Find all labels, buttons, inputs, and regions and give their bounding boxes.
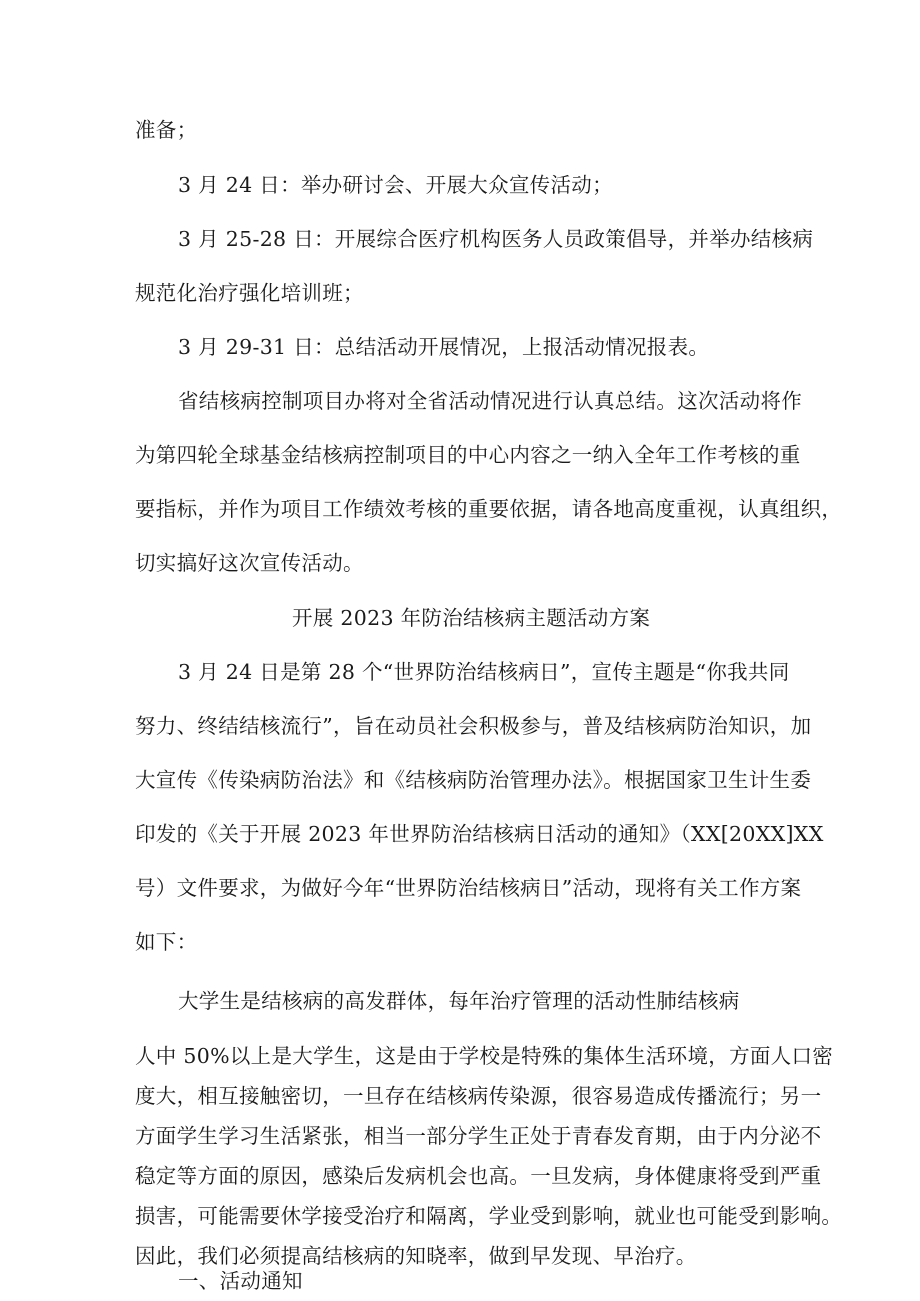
text-line: 要指标，并作为项目工作绩效考核的重要依据，请各地高度重视，认真组织，	[135, 497, 843, 521]
text-line: 人中 50%以上是大学生，这是由于学校是特殊的集体生活环境，方面人口密	[135, 1044, 834, 1068]
text-line: 大学生是结核病的高发群体，每年治疗管理的活动性肺结核病	[178, 989, 740, 1013]
text-line: 度大，相互接触密切，一旦存在结核病传染源，很容易造成传播流行；另一	[135, 1084, 822, 1108]
text-line: 因此，我们必须提高结核病的知晓率，做到早发现、早治疗。	[135, 1244, 697, 1268]
text-line: 方面学生学习生活紧张，相当一部分学生正处于青春发育期，由于内分泌不	[135, 1124, 822, 1148]
text-line: 大宣传《传染病防治法》和《结核病防治管理办法》。根据国家卫生计生委	[135, 768, 812, 792]
text-line: 如下：	[135, 930, 198, 954]
text-line: 3 月 25-28 日：开展综合医疗机构医务人员政策倡导，并举办结核病	[178, 227, 814, 251]
text-line: 切实搞好这次宣传活动。	[135, 551, 364, 575]
text-line: 损害，可能需要休学接受治疗和隔离，学业受到影响，就业也可能受到影响。	[135, 1204, 843, 1228]
text-line: 省结核病控制项目办将对全省活动情况进行认真总结。这次活动将作	[178, 389, 802, 413]
text-line: 3 月 24 日是第 28 个“世界防治结核病日”，宣传主题是“你我共同	[178, 660, 790, 684]
text-line: 号）文件要求，为做好今年“世界防治结核病日”活动，现将有关工作方案	[135, 876, 802, 900]
text-line: 规范化治疗强化培训班；	[135, 281, 364, 305]
text-line: 3 月 29-31 日：总结活动开展情况，上报活动情况报表。	[178, 335, 710, 359]
text-line: 准备；	[135, 118, 198, 142]
text-line: 稳定等方面的原因，感染后发病机会也高。一旦发病，身体健康将受到严重	[135, 1164, 822, 1188]
heading: 一、活动通知	[178, 1269, 303, 1293]
section-title: 开展 2023 年防治结核病主题活动方案	[292, 606, 651, 630]
text-line: 努力、终结结核流行”，旨在动员社会积极参与，普及结核病防治知识，加	[135, 714, 812, 738]
text-line: 印发的《关于开展 2023 年世界防治结核病日活动的通知》（XX[20XX]XX	[135, 822, 824, 846]
text-line: 3 月 24 日：举办研讨会、开展大众宣传活动；	[178, 173, 613, 197]
text-line: 为第四轮全球基金结核病控制项目的中心内容之一纳入全年工作考核的重	[135, 443, 801, 467]
